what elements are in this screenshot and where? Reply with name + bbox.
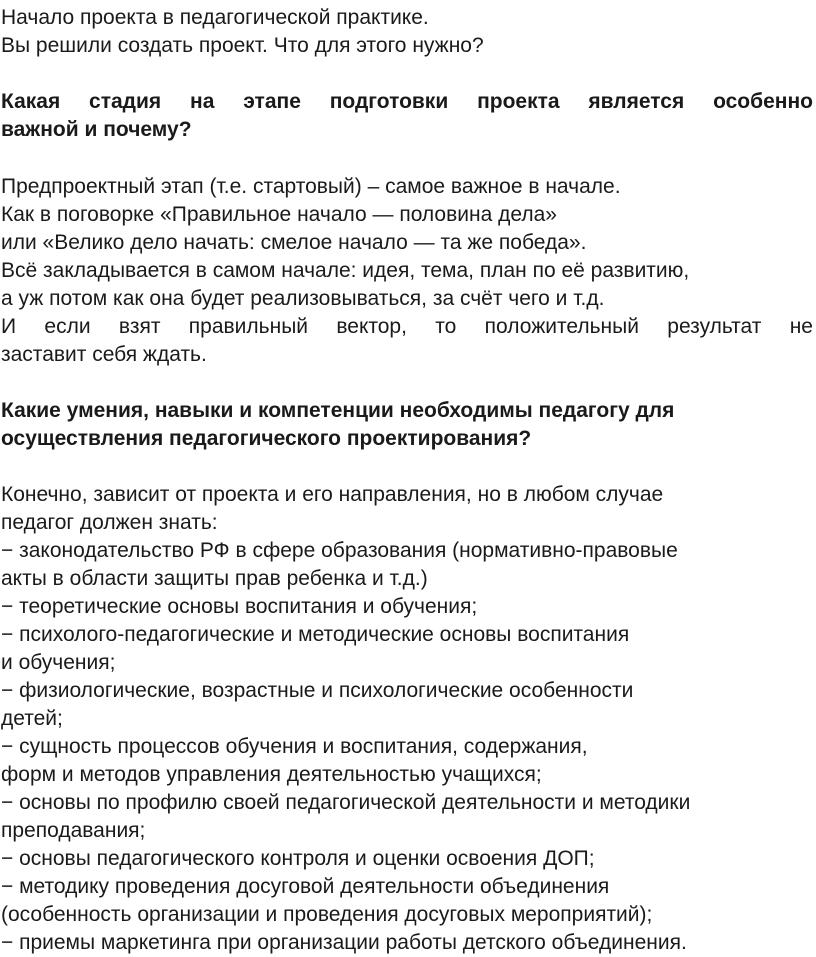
answer-line: заставит себя ждать. bbox=[1, 343, 207, 366]
list-item-continuation: детей; bbox=[1, 707, 63, 730]
list-item-continuation: акты в области защиты прав ребенка и т.д.) bbox=[1, 567, 428, 590]
answer-line: И если взят правильный вектор, то положительный результат не bbox=[1, 315, 813, 338]
intro-line: Начало проекта в педагогической практике. bbox=[1, 6, 429, 29]
answer-line: а уж потом как она будет реализовываться, за счёт чего и т.д. bbox=[1, 287, 605, 310]
intro-line: Вы решили создать проект. Что для этого нужно? bbox=[1, 34, 484, 57]
list-item: − основы педагогического контроля и оценки освоения ДОП; bbox=[1, 847, 595, 870]
question-heading: осуществления педагогического проектирования? bbox=[1, 427, 532, 450]
question-heading: Какие умения, навыки и компетенции необходимы педагогу для bbox=[1, 399, 675, 422]
list-item: − методику проведения досуговой деятельности объединения bbox=[1, 875, 610, 898]
list-item: − психолого-педагогические и методические основы воспитания bbox=[1, 623, 630, 646]
list-item-continuation: (особенность организации и проведения досуговых мероприятий); bbox=[1, 903, 653, 926]
list-item-continuation: преподавания; bbox=[1, 819, 146, 842]
list-item-continuation: форм и методов управления деятельностью учащихся; bbox=[1, 763, 542, 786]
list-item: − законодательство РФ в сфере образования (нормативно-правовые bbox=[1, 539, 678, 562]
question-heading: важной и почему? bbox=[1, 118, 192, 141]
answer-line: или «Велико дело начать: смелое начало — та же победа». bbox=[1, 231, 587, 254]
list-item: − теоретические основы воспитания и обучения; bbox=[1, 595, 478, 618]
answer-line: Предпроектный этап (т.е. стартовый) – самое важное в начале. bbox=[1, 175, 621, 198]
answer-line: Как в поговорке «Правильное начало — половина дела» bbox=[1, 203, 557, 226]
answer-line: Конечно, зависит от проекта и его направления, но в любом случае bbox=[1, 483, 664, 506]
question-heading: Какая стадия на этапе подготовки проекта является особенно bbox=[1, 90, 813, 113]
list-item-continuation: и обучения; bbox=[1, 651, 116, 674]
list-item: − основы по профилю своей педагогической деятельности и методики bbox=[1, 791, 691, 814]
answer-line: Всё закладывается в самом начале: идея, тема, план по её развитию, bbox=[1, 259, 690, 282]
list-item: − физиологические, возрастные и психологические особенности bbox=[1, 679, 634, 702]
list-item: − сущность процессов обучения и воспитания, содержания, bbox=[1, 735, 588, 758]
list-item: − приемы маркетинга при организации работы детского объединения. bbox=[1, 931, 687, 954]
answer-line: педагог должен знать: bbox=[1, 511, 218, 534]
